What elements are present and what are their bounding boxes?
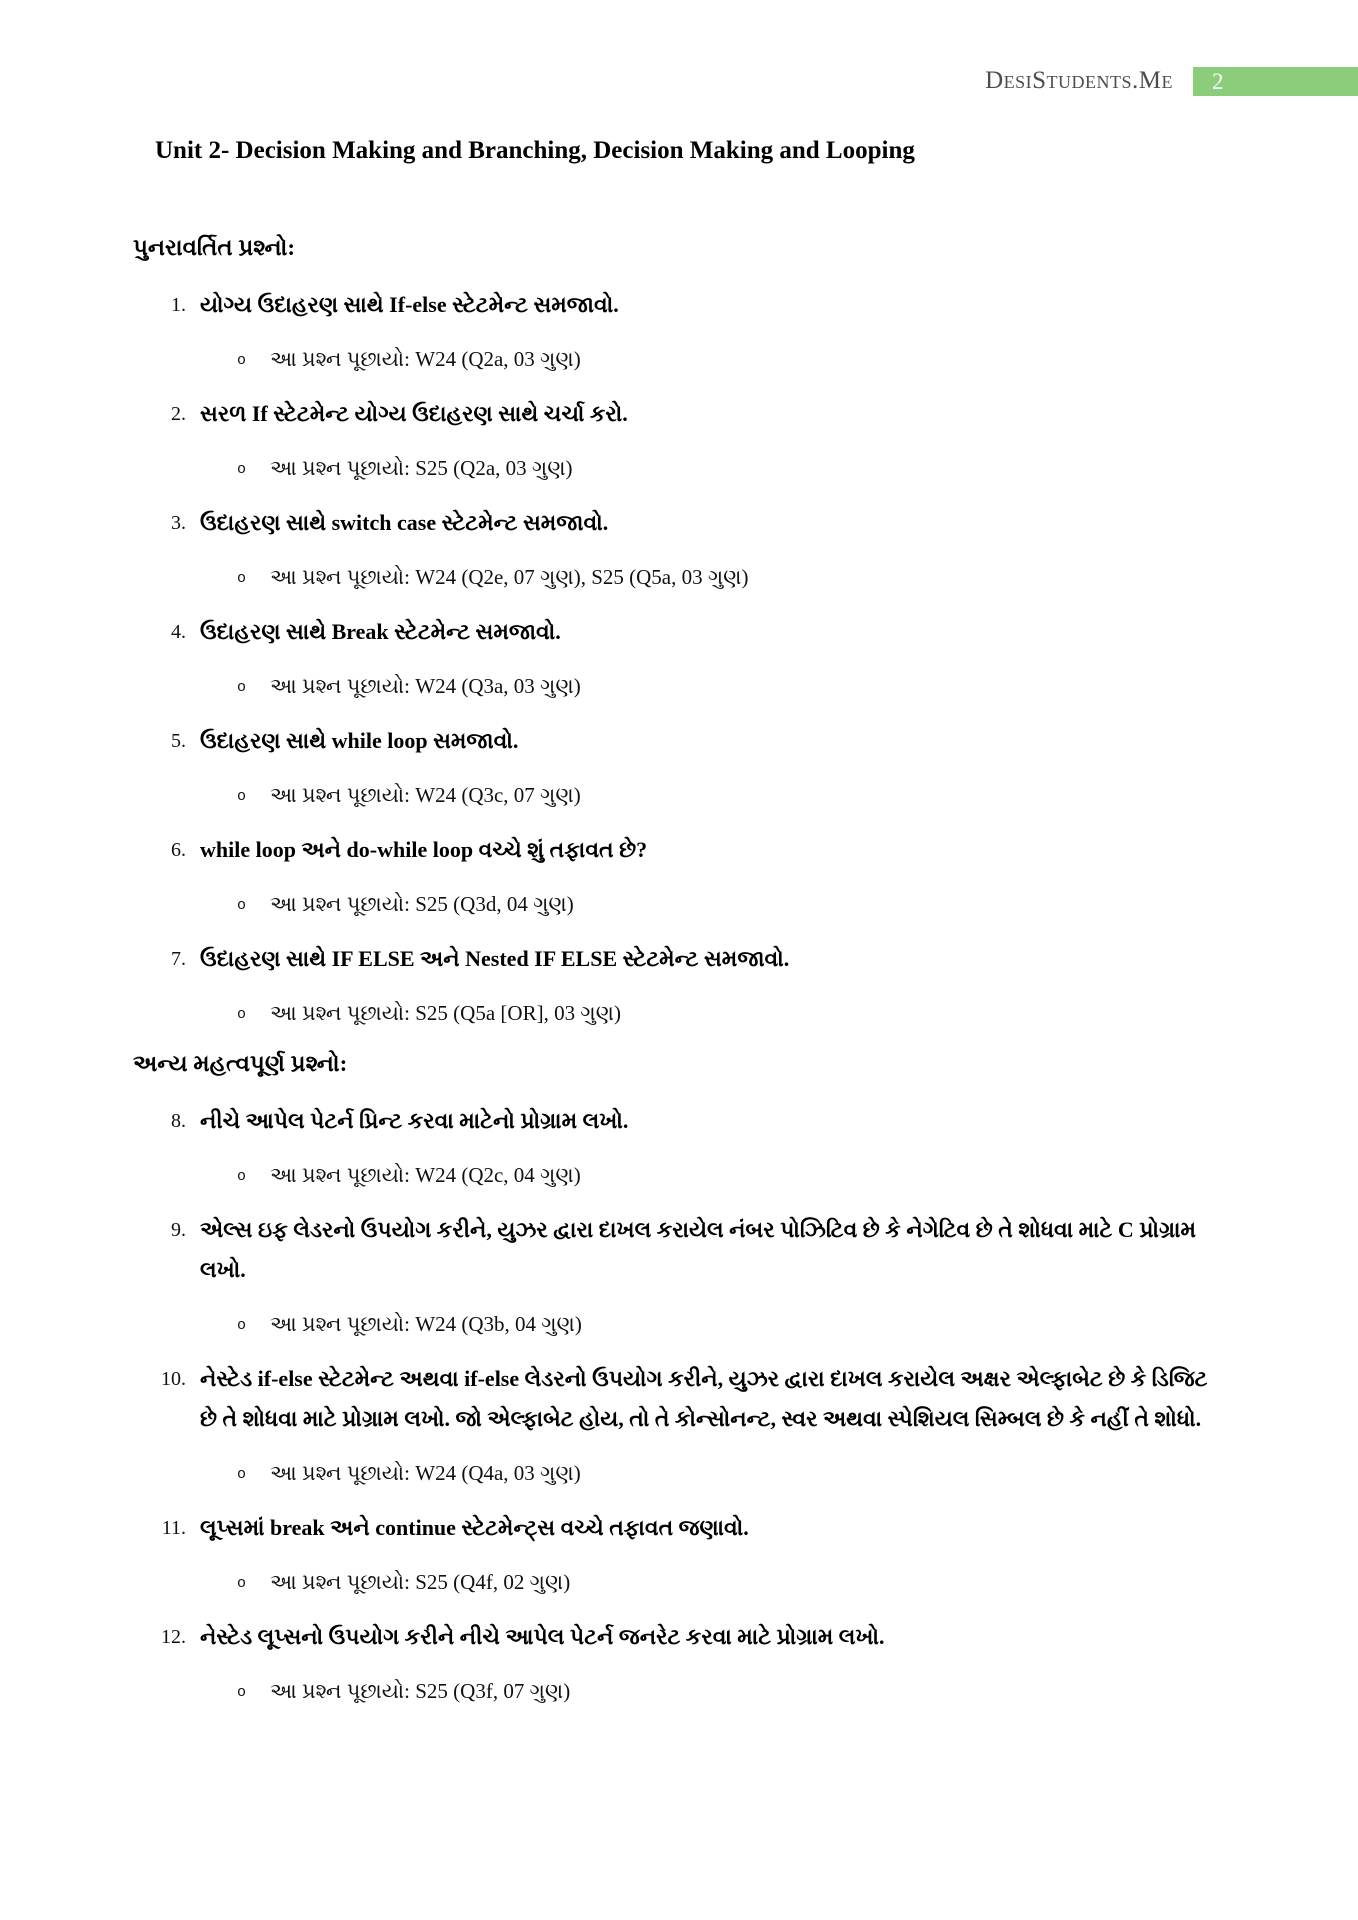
circle-bullet-icon: o [237, 1684, 247, 1701]
question-item [137, 939, 1225, 1035]
question-item [137, 1101, 1225, 1197]
circle-bullet-icon: o [237, 1466, 247, 1483]
circle-bullet-icon: o [237, 788, 247, 805]
circle-bullet-icon: o [237, 1006, 247, 1023]
asked-note-text: આ પ્રશ્ન પૂછાયો: S25 (Q3d, 04 ગુણ) [270, 892, 574, 916]
circle-bullet-icon: o [237, 1575, 247, 1592]
asked-note-text: આ પ્રશ્ન પૂછાયો: S25 (Q4f, 02 ગુણ) [270, 1570, 571, 1594]
question-text: ઉદાહરણ સાથે Break સ્ટેટમેન્ટ સમજાવો. [200, 619, 561, 644]
asked-note [200, 339, 1225, 381]
question-text: નીચે આપેલ પેટર્ન પ્રિન્ટ કરવા માટેનો પ્રોગ્રામ લખો. [200, 1108, 629, 1133]
circle-bullet-icon: o [237, 897, 247, 914]
question-text: નેસ્ટેડ લૂપ્સનો ઉપયોગ કરીને નીચે આપેલ પેટર્ન જનરેટ કરવા માટે પ્રોગ્રામ લખો. [200, 1624, 885, 1649]
asked-note-text: આ પ્રશ્ન પૂછાયો: W24 (Q3a, 03 ગુણ) [270, 674, 581, 698]
question-item [137, 1508, 1225, 1604]
question-number: 7. [171, 948, 186, 970]
asked-note-text: આ પ્રશ્ન પૂછાયો: S25 (Q3f, 07 ગુણ) [270, 1679, 571, 1703]
question-item [137, 394, 1225, 490]
asked-note [200, 775, 1225, 817]
question-sections [0, 232, 1358, 1713]
question-section [0, 232, 1358, 1035]
question-number: 8. [171, 1110, 186, 1132]
question-body [200, 394, 1225, 490]
question-section [0, 1048, 1358, 1713]
question-body [200, 1210, 1225, 1346]
circle-bullet-icon: o [237, 352, 247, 369]
question-number: 5. [171, 730, 186, 752]
question-text: ઉદાહરણ સાથે switch case સ્ટેટમેન્ટ સમજાવો. [200, 510, 609, 535]
question-body [200, 1101, 1225, 1197]
asked-note-text: આ પ્રશ્ન પૂછાયો: W24 (Q2a, 03 ગુણ) [270, 347, 581, 371]
question-item [137, 285, 1225, 381]
question-text: ઉદાહરણ સાથે IF ELSE અને Nested IF ELSE સ્ટેટમેન્ટ સમજાવો. [200, 946, 790, 971]
asked-note-text: આ પ્રશ્ન પૂછાયો: S25 (Q2a, 03 ગુણ) [270, 456, 573, 480]
asked-note-text: આ પ્રશ્ન પૂછાયો: W24 (Q3b, 04 ગુણ) [270, 1312, 582, 1336]
question-body [200, 939, 1225, 1035]
asked-note [200, 1304, 1225, 1346]
question-text: while loop અને do-while loop વચ્ચે શું તફાવત છે? [200, 837, 648, 862]
asked-note-text: આ પ્રશ્ન પૂછાયો: W24 (Q4a, 03 ગુણ) [270, 1461, 581, 1485]
section-heading: પુનરાવર્તિત પ્રશ્નો: [133, 235, 296, 260]
question-body [200, 285, 1225, 381]
asked-note [200, 1155, 1225, 1197]
question-body [200, 721, 1225, 817]
circle-bullet-icon: o [237, 1317, 247, 1334]
asked-note [200, 1562, 1225, 1604]
question-number: 10. [161, 1368, 186, 1390]
question-number: 2. [171, 403, 186, 425]
question-number: 3. [171, 512, 186, 534]
question-item [137, 1210, 1225, 1346]
question-number: 11. [161, 1517, 186, 1539]
question-body [200, 1508, 1225, 1604]
asked-note [200, 557, 1225, 599]
question-item [137, 503, 1225, 599]
question-item [137, 1617, 1225, 1713]
question-list [137, 285, 1225, 1035]
section-heading: અન્ય મહત્વપૂર્ણ પ્રશ્નો: [133, 1051, 348, 1076]
question-number: 9. [171, 1219, 186, 1241]
question-text: એલ્સ ઇફ લેડરનો ઉપયોગ કરીને, યુઝર દ્વારા દાખલ કરાયેલ નંબર પોઝિટિવ છે કે નેગેટિવ છે તે શોધવા માટે C પ્રોગ્રામ લખો. [200, 1217, 1196, 1282]
question-body [200, 1359, 1225, 1495]
circle-bullet-icon: o [237, 1168, 247, 1185]
asked-note-text: આ પ્રશ્ન પૂછાયો: S25 (Q5a [OR], 03 ગુણ) [270, 1001, 621, 1025]
circle-bullet-icon: o [237, 570, 247, 587]
question-number: 12. [161, 1626, 186, 1648]
asked-note [200, 448, 1225, 490]
question-item [137, 1359, 1225, 1495]
asked-note [200, 884, 1225, 926]
circle-bullet-icon: o [237, 679, 247, 696]
document-title: Unit 2- Decision Making and Branching, Decision Making and Looping [155, 137, 915, 164]
asked-note-text: આ પ્રશ્ન પૂછાયો: W24 (Q3c, 07 ગુણ) [270, 783, 581, 807]
page-number: 2 [1212, 68, 1224, 94]
asked-note-text: આ પ્રશ્ન પૂછાયો: W24 (Q2c, 04 ગુણ) [270, 1163, 581, 1187]
question-item [137, 830, 1225, 926]
asked-note [200, 666, 1225, 708]
question-body [200, 612, 1225, 708]
question-body [200, 1617, 1225, 1713]
question-body [200, 503, 1225, 599]
question-item [137, 612, 1225, 708]
page-number-badge [1193, 67, 1358, 96]
question-text: ઉદાહરણ સાથે while loop સમજાવો. [200, 728, 519, 753]
question-text: નેસ્ટેડ if-else સ્ટેટમેન્ટ અથવા if-else લેડરનો ઉપયોગ કરીને, યુઝર દ્વારા દાખલ કરાયેલ અક્ષર એલ્ફાબેટ છે કે ડિજિટ છે તે શોધવા માટે પ્રોગ્રામ લખો. જો એલ્ફાબેટ હોય, તો તે કોન્સોનન્ટ, સ્વર અથવા સ્પેશિયલ સિમ્બલ છે કે નહીં તે શોધો. [200, 1366, 1208, 1431]
question-text: સરળ If સ્ટેટમેન્ટ યોગ્ય ઉદાહરણ સાથે ચર્ચા કરો. [200, 401, 628, 426]
question-item [137, 721, 1225, 817]
question-text: લૂપ્સમાં break અને continue સ્ટેટમેન્ટ્સ વચ્ચે તફાવત જણાવો. [200, 1515, 749, 1540]
site-name: DesiStudents.Me [985, 67, 1173, 94]
asked-note [200, 1453, 1225, 1495]
circle-bullet-icon: o [237, 461, 247, 478]
question-number: 6. [171, 839, 186, 861]
question-number: 1. [171, 294, 186, 316]
page-header [985, 66, 1358, 96]
asked-note [200, 1671, 1225, 1713]
question-text: યોગ્ય ઉદાહરણ સાથે If-else સ્ટેટમેન્ટ સમજાવો. [200, 292, 619, 317]
question-body [200, 830, 1225, 926]
asked-note-text: આ પ્રશ્ન પૂછાયો: W24 (Q2e, 07 ગુણ), S25 (Q5a, 03 ગુણ) [270, 565, 749, 589]
question-list [137, 1101, 1225, 1713]
asked-note [200, 993, 1225, 1035]
question-number: 4. [171, 621, 186, 643]
